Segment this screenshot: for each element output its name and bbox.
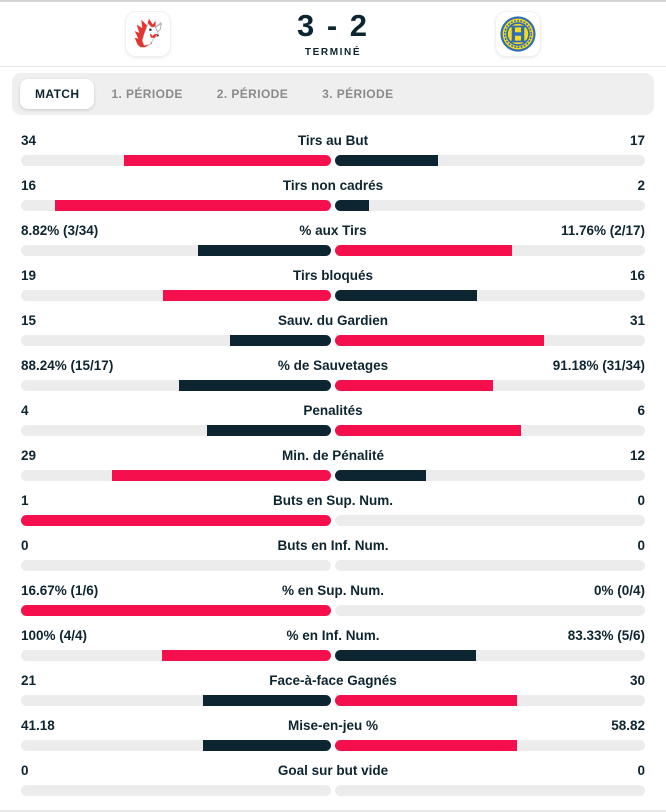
- stat-track: [21, 560, 645, 571]
- stat-label: Tirs au But: [297, 133, 369, 148]
- stat-label: Mise-en-jeu %: [287, 718, 379, 733]
- stat-bar-right: [335, 740, 517, 751]
- stat-left-value: 4: [21, 403, 29, 418]
- stat-label: % en Sup. Num.: [281, 583, 385, 598]
- stat-row-en-sup-num: [21, 583, 645, 616]
- stat-right-value: 83.33% (5/6): [567, 628, 645, 643]
- yellow-blue-h-badge-icon: [499, 15, 537, 53]
- stat-track: [21, 470, 645, 481]
- stat-left-value: 0: [21, 538, 29, 553]
- stat-track-left: [21, 740, 331, 751]
- stat-track-right: [335, 650, 645, 661]
- stat-left-value: 88.24% (15/17): [21, 358, 114, 373]
- stat-track: [21, 650, 645, 661]
- stat-track-right: [335, 380, 645, 391]
- stat-track-left: [21, 785, 331, 796]
- stat-bar-right: [335, 335, 544, 346]
- stat-labels: [21, 268, 645, 284]
- stat-track: [21, 290, 645, 301]
- score: 3 - 2: [296, 8, 370, 43]
- stat-track-left: [21, 380, 331, 391]
- stat-track: [21, 740, 645, 751]
- stat-label: Min. de Pénalité: [281, 448, 385, 463]
- stat-track-left: [21, 425, 331, 436]
- stat-labels: [21, 493, 645, 509]
- stat-right-value: 0: [637, 538, 645, 553]
- stat-labels: [21, 763, 645, 779]
- stat-track-left: [21, 605, 331, 616]
- stat-labels: [21, 403, 645, 419]
- stat-left-value: 1: [21, 493, 29, 508]
- stat-row-tirs-au-but: [21, 133, 645, 166]
- stat-bar-right: [335, 200, 369, 211]
- stat-right-value: 30: [629, 673, 645, 688]
- stat-right-value: 12: [629, 448, 645, 463]
- stat-track: [21, 425, 645, 436]
- stat-row-tirs-bloqu-s: [21, 268, 645, 301]
- stat-bar-right: [335, 155, 438, 166]
- stat-row-buts-en-sup-num: [21, 493, 645, 526]
- stat-bar-right: [335, 470, 426, 481]
- stat-labels: [21, 133, 645, 149]
- stat-track-right: [335, 425, 645, 436]
- stat-label: Buts en Inf. Num.: [277, 538, 389, 553]
- stat-track: [21, 380, 645, 391]
- stat-track-left: [21, 695, 331, 706]
- stat-bar-right: [335, 380, 493, 391]
- stat-bar-left: [203, 695, 331, 706]
- stat-row-buts-en-inf-num: [21, 538, 645, 571]
- stat-track: [21, 605, 645, 616]
- away-team-logo[interactable]: [496, 12, 540, 56]
- stat-left-value: 16.67% (1/6): [21, 583, 99, 598]
- stat-right-value: 0: [637, 763, 645, 778]
- stat-bar-left: [203, 740, 331, 751]
- stat-label: Penalités: [303, 403, 363, 418]
- stat-bar-right: [335, 290, 477, 301]
- stat-right-value: 91.18% (31/34): [552, 358, 645, 373]
- period-tabs: [12, 73, 654, 115]
- stat-bar-left: [124, 155, 331, 166]
- stat-track-left: [21, 470, 331, 481]
- stat-track-right: [335, 200, 645, 211]
- stat-track-right: [335, 470, 645, 481]
- stat-track: [21, 335, 645, 346]
- red-lion-crest-icon: [129, 15, 167, 53]
- stat-bar-left: [21, 605, 331, 616]
- match-header: [0, 2, 666, 67]
- stat-track: [21, 695, 645, 706]
- stat-bar-left: [179, 380, 331, 391]
- stat-row-aux-tirs: [21, 223, 645, 256]
- stat-track-right: [335, 695, 645, 706]
- stat-left-value: 15: [21, 313, 37, 328]
- stat-left-value: 8.82% (3/34): [21, 223, 99, 238]
- tab-3-p-riode[interactable]: 3. PÉRIODE: [322, 87, 394, 101]
- stat-labels: [21, 583, 645, 599]
- stat-right-value: 31: [629, 313, 645, 328]
- stat-bar-left: [162, 650, 331, 661]
- stat-bar-left: [55, 200, 331, 211]
- stat-track-right: [335, 785, 645, 796]
- stat-label: % aux Tirs: [299, 223, 367, 238]
- stat-row-sauv-du-gardien: [21, 313, 645, 346]
- stat-right-value: 0: [637, 493, 645, 508]
- stat-left-value: 34: [21, 133, 37, 148]
- stat-track-right: [335, 605, 645, 616]
- stat-bar-left: [198, 245, 331, 256]
- stat-track-left: [21, 650, 331, 661]
- stat-labels: [21, 448, 645, 464]
- stat-row-goal-sur-but-vide: [21, 763, 645, 796]
- stat-labels: [21, 223, 645, 239]
- stat-track-left: [21, 560, 331, 571]
- score-block: [297, 10, 369, 58]
- stat-right-value: 58.82: [611, 718, 645, 733]
- stat-track: [21, 785, 645, 796]
- stat-track-right: [335, 290, 645, 301]
- stat-track: [21, 155, 645, 166]
- stats-list: [0, 115, 666, 796]
- stat-label: % en Inf. Num.: [286, 628, 380, 643]
- stat-labels: [21, 538, 645, 554]
- stat-track-left: [21, 155, 331, 166]
- stat-bar-right: [335, 695, 517, 706]
- stat-track: [21, 200, 645, 211]
- stat-bar-right: [335, 425, 521, 436]
- stat-track-right: [335, 560, 645, 571]
- stat-track-right: [335, 155, 645, 166]
- stat-track-right: [335, 740, 645, 751]
- stat-bar-left: [163, 290, 331, 301]
- tab-1-p-riode[interactable]: 1. PÉRIODE: [111, 87, 183, 101]
- stat-label: Sauv. du Gardien: [277, 313, 389, 328]
- stat-track-right: [335, 335, 645, 346]
- stat-row-face-face-gagn-s: [21, 673, 645, 706]
- stat-bar-left: [207, 425, 331, 436]
- stat-label: % de Sauvetages: [277, 358, 389, 373]
- stat-bar-left: [230, 335, 331, 346]
- stat-right-value: 0% (0/4): [593, 583, 645, 598]
- stat-bar-left: [112, 470, 331, 481]
- stat-left-value: 100% (4/4): [21, 628, 88, 643]
- stat-track-right: [335, 245, 645, 256]
- stat-left-value: 29: [21, 448, 37, 463]
- stat-labels: [21, 628, 645, 644]
- stat-row-min-de-p-nalit: [21, 448, 645, 481]
- stat-track: [21, 515, 645, 526]
- stat-label: Buts en Sup. Num.: [272, 493, 394, 508]
- stat-track-left: [21, 515, 331, 526]
- stat-labels: [21, 178, 645, 194]
- stat-right-value: 16: [629, 268, 645, 283]
- home-team-logo[interactable]: [126, 12, 170, 56]
- stat-track-left: [21, 335, 331, 346]
- stat-bar-left: [21, 515, 331, 526]
- stat-row-de-sauvetages: [21, 358, 645, 391]
- stat-label: Goal sur but vide: [277, 763, 389, 778]
- stat-right-value: 2: [637, 178, 645, 193]
- stat-right-value: 6: [637, 403, 645, 418]
- stat-right-value: 17: [629, 133, 645, 148]
- stat-labels: [21, 358, 645, 374]
- stat-left-value: 19: [21, 268, 37, 283]
- stat-left-value: 21: [21, 673, 37, 688]
- stat-row-mise-en-jeu: [21, 718, 645, 751]
- stat-left-value: 41.18: [21, 718, 55, 733]
- stat-row-tirs-non-cadr-s: [21, 178, 645, 211]
- stat-bar-right: [335, 245, 512, 256]
- stat-track: [21, 245, 645, 256]
- stat-label: Face-à-face Gagnés: [269, 673, 397, 688]
- stat-labels: [21, 673, 645, 689]
- stat-right-value: 11.76% (2/17): [560, 223, 645, 238]
- stat-left-value: 16: [21, 178, 37, 193]
- stat-labels: [21, 313, 645, 329]
- stat-row-penalit-s: [21, 403, 645, 436]
- stat-track-left: [21, 200, 331, 211]
- stat-label: Tirs non cadrés: [282, 178, 384, 193]
- stat-label: Tirs bloqués: [292, 268, 374, 283]
- stat-track-right: [335, 515, 645, 526]
- tab-match[interactable]: MATCH: [20, 79, 94, 109]
- stat-row-en-inf-num: [21, 628, 645, 661]
- stat-track-left: [21, 290, 331, 301]
- stat-left-value: 0: [21, 763, 29, 778]
- stat-labels: [21, 718, 645, 734]
- match-status: TERMINÉ: [304, 47, 362, 58]
- tab-2-p-riode[interactable]: 2. PÉRIODE: [216, 87, 289, 101]
- stat-track-left: [21, 245, 331, 256]
- stat-bar-right: [335, 650, 476, 661]
